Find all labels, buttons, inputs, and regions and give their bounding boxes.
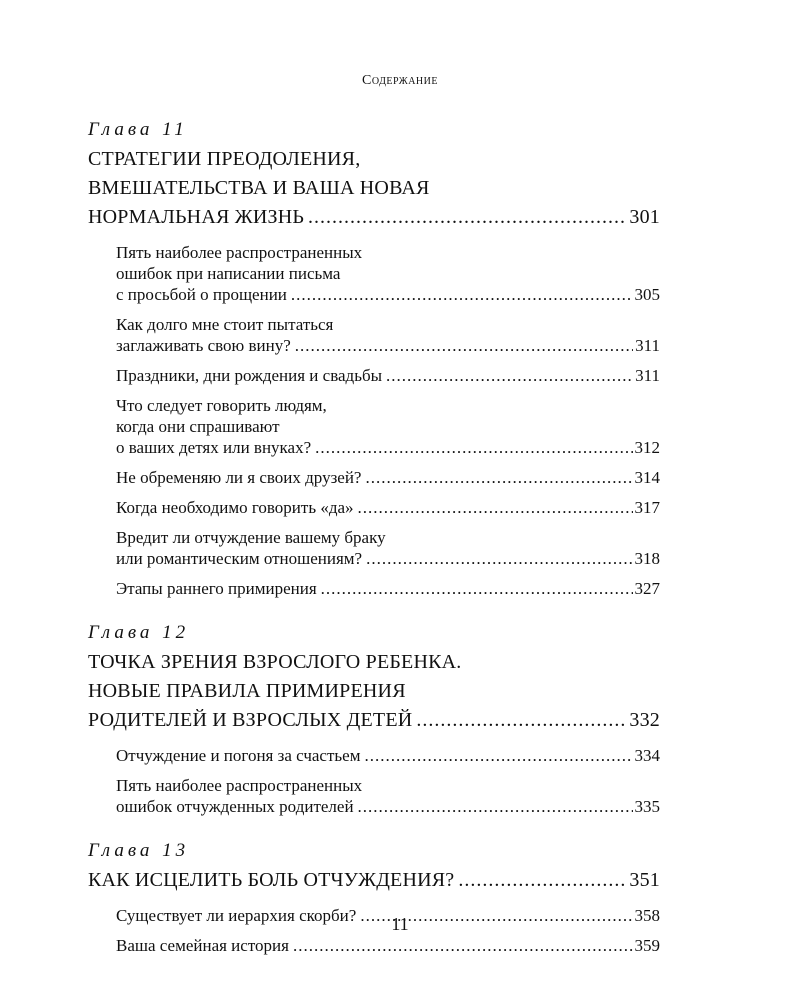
page-ref: 334: [634, 746, 660, 765]
toc-section: [116, 578, 660, 599]
chapter-title: [88, 866, 660, 895]
entry-last-line: [116, 335, 660, 356]
entry-line: с просьбой о прощении: [116, 285, 287, 304]
entry-line: Существует ли иерархия скорби?: [116, 906, 357, 925]
toc-section: [116, 395, 660, 458]
entry-last-line: [88, 866, 660, 895]
entry-line: Отчуждение и погоня за счастьем: [116, 746, 361, 765]
entry-line: ТОЧКА ЗРЕНИЯ ВЗРОСЛОГО РЕБЕНКА.: [88, 651, 462, 673]
entry-line: Этапы раннего примирения: [116, 579, 317, 598]
entry-line: ВМЕШАТЕЛЬСТВА И ВАША НОВАЯ: [88, 177, 430, 199]
entry-last-line: [116, 548, 660, 569]
chapter: [88, 621, 660, 817]
entry-last-line: [116, 437, 660, 458]
entry-line: КАК ИСЦЕЛИТЬ БОЛЬ ОТЧУЖДЕНИЯ?: [88, 869, 455, 891]
page-ref: 301: [629, 206, 660, 228]
entry-line: НОВЫЕ ПРАВИЛА ПРИМИРЕНИЯ: [88, 680, 406, 702]
entry-last-line: [116, 497, 660, 518]
dot-leader: [366, 548, 632, 569]
dot-leader: [295, 335, 633, 356]
chapter: [88, 839, 660, 956]
page-ref: 332: [629, 709, 660, 731]
entry-line: когда они спрашивают: [116, 417, 280, 436]
entry-line: Как долго мне стоит пытаться: [116, 315, 334, 334]
entry-line: заглаживать свою вину?: [116, 336, 291, 355]
table-of-contents: [88, 118, 660, 978]
entry-line: НОРМАЛЬНАЯ ЖИЗНЬ: [88, 206, 305, 228]
toc-section: [116, 467, 660, 488]
toc-section: [116, 775, 660, 817]
page-ref: 351: [629, 869, 660, 891]
chapter-title: [88, 648, 660, 735]
page-ref: 311: [635, 336, 660, 355]
entry-last-line: [116, 578, 660, 599]
page-ref: 318: [634, 549, 660, 568]
dot-leader: [364, 745, 632, 766]
toc-section: [116, 527, 660, 569]
page-ref: 359: [634, 936, 660, 955]
page-ref: 358: [634, 906, 660, 925]
dot-leader: [365, 467, 632, 488]
toc-section: [116, 242, 660, 305]
page-ref: 327: [634, 579, 660, 598]
chapter-title: [88, 145, 660, 232]
page-number: 11: [391, 914, 409, 934]
dot-leader: [358, 497, 633, 518]
page-ref: 305: [634, 285, 660, 304]
chapter-label: Глава 11: [88, 119, 188, 140]
toc-section: [116, 497, 660, 518]
page-ref: 317: [634, 498, 660, 517]
entry-line: Ваша семейная история: [116, 936, 289, 955]
toc-section: [116, 314, 660, 356]
chapter-label: Глава 12: [88, 622, 190, 643]
page-ref: 312: [634, 438, 660, 457]
entry-last-line: [88, 203, 660, 232]
entry-line: Не обременяю ли я своих друзей?: [116, 468, 362, 487]
page-ref: 335: [634, 797, 660, 816]
dot-leader: [416, 706, 627, 735]
entry-line: ошибок отчужденных родителей: [116, 797, 354, 816]
entry-last-line: [88, 706, 660, 735]
toc-section: [116, 935, 660, 956]
entry-line: или романтическим отношениям?: [116, 549, 363, 568]
entry-last-line: [116, 796, 660, 817]
entry-line: Пять наиболее распространенных: [116, 243, 363, 262]
entry-line: СТРАТЕГИИ ПРЕОДОЛЕНИЯ,: [88, 148, 361, 170]
toc-section: [116, 745, 660, 766]
entry-line: Вредит ли отчуждение вашему браку: [116, 528, 386, 547]
entry-line: Когда необходимо говорить «да»: [116, 498, 354, 517]
entry-line: Пять наиболее распространенных: [116, 776, 363, 795]
dot-leader: [315, 437, 632, 458]
dot-leader: [293, 935, 633, 956]
page-ref: 314: [634, 468, 660, 487]
dot-leader: [321, 578, 633, 599]
entry-last-line: [116, 745, 660, 766]
dot-leader: [386, 365, 633, 386]
entry-line: Что следует говорить людям,: [116, 396, 327, 415]
entry-line: РОДИТЕЛЕЙ И ВЗРОСЛЫХ ДЕТЕЙ: [88, 709, 413, 731]
entry-line: ошибок при написании письма: [116, 264, 341, 283]
dot-leader: [308, 203, 627, 232]
entry-last-line: [116, 467, 660, 488]
dot-leader: [458, 866, 627, 895]
dot-leader: [291, 284, 633, 305]
chapter-label: Глава 13: [88, 840, 190, 861]
entry-last-line: [116, 284, 660, 305]
page-ref: 311: [635, 366, 660, 385]
entry-line: Праздники, дни рождения и свадьбы: [116, 366, 383, 385]
dot-leader: [358, 796, 633, 817]
toc-section: [116, 365, 660, 386]
chapter: [88, 118, 660, 599]
running-head: Содержание: [362, 73, 438, 88]
entry-last-line: [116, 365, 660, 386]
entry-line: о ваших детях или внуках?: [116, 438, 312, 457]
entry-last-line: [116, 935, 660, 956]
